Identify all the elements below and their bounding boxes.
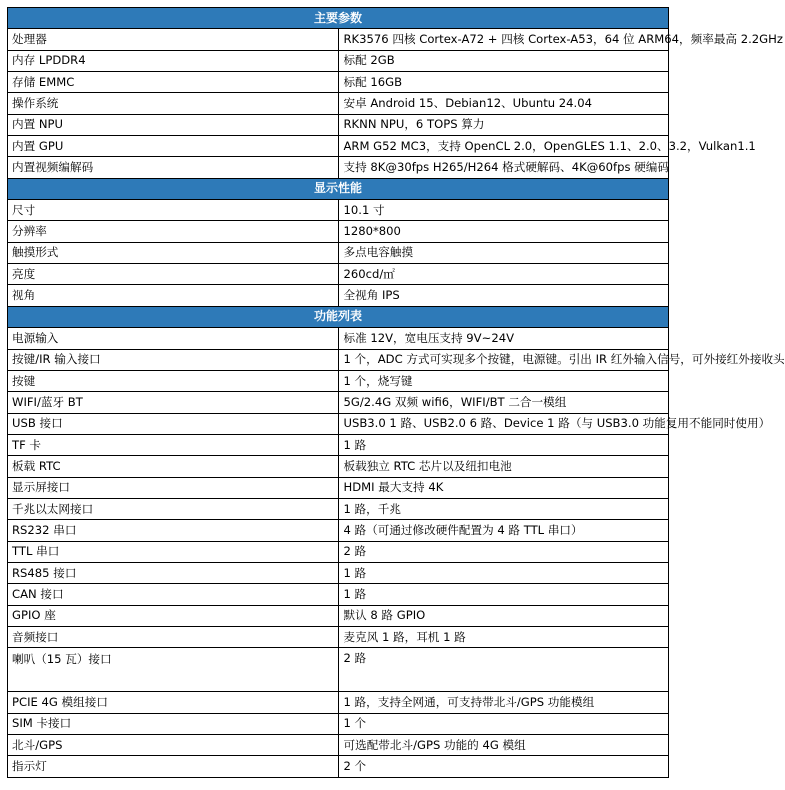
spec-value: 1 路，千兆	[338, 498, 669, 519]
spec-label: 按键	[8, 370, 339, 391]
spec-label: 亮度	[8, 264, 339, 285]
table-row	[8, 584, 669, 605]
spec-value: 支持 8K@30fps H265/H264 格式硬解码、4K@60fps 硬编码	[338, 157, 669, 178]
spec-table-body	[8, 8, 785, 778]
spec-value: 1 个，烧写键	[338, 370, 669, 391]
table-row	[8, 349, 669, 370]
section-title: 主要参数	[8, 8, 669, 29]
section-header	[8, 178, 669, 199]
spec-value: 1 路，支持全网通，可支持带北斗/GPS 功能模组	[338, 692, 669, 713]
table-row	[8, 456, 669, 477]
table-row	[8, 285, 669, 306]
spec-label: 内置 GPU	[8, 136, 339, 157]
section-title: 功能列表	[8, 306, 669, 327]
spec-value: ARM G52 MC3，支持 OpenCL 2.0，OpenGLES 1.1、2.0、3.2，Vulkan1.1	[338, 136, 669, 157]
spec-value: 标配 2GB	[338, 50, 669, 71]
table-row	[8, 541, 669, 562]
spec-label: 视角	[8, 285, 339, 306]
spec-label: 内存 LPDDR4	[8, 50, 339, 71]
table-row	[8, 520, 669, 541]
spec-value: 1 个，ADC 方式可实现多个按键，电源键。引出 IR 红外输入信号，可外接红外接收头	[338, 349, 669, 370]
spec-label: 指示灯	[8, 756, 339, 777]
table-row	[8, 50, 669, 71]
spec-label: 处理器	[8, 29, 339, 50]
table-row	[8, 328, 669, 349]
table-row	[8, 157, 669, 178]
spec-value: RK3576 四核 Cortex-A72 + 四核 Cortex-A53，64 位 ARM64，频率最高 2.2GHz	[338, 29, 669, 50]
table-row	[8, 392, 669, 413]
table-row	[8, 498, 669, 519]
spec-value: 1 路	[338, 434, 669, 455]
table-row	[8, 221, 669, 242]
spec-label: GPIO 座	[8, 605, 339, 626]
spec-value: 麦克风 1 路，耳机 1 路	[338, 626, 669, 647]
table-row	[8, 370, 669, 391]
spec-value: 10.1 寸	[338, 200, 669, 221]
spec-label: SIM 卡接口	[8, 713, 339, 734]
spec-value: 4 路（可通过修改硬件配置为 4 路 TTL 串口）	[338, 520, 669, 541]
table-row	[8, 626, 669, 647]
spec-value: 多点电容触摸	[338, 242, 669, 263]
spec-value: USB3.0 1 路、USB2.0 6 路、Device 1 路（与 USB3.0 功能复用不能同时使用）	[338, 413, 669, 434]
spec-value: 标准 12V，宽电压支持 9V~24V	[338, 328, 669, 349]
spec-label: 电源输入	[8, 328, 339, 349]
table-row	[8, 756, 669, 777]
spec-value: 1 路	[338, 562, 669, 583]
spec-value: 标配 16GB	[338, 72, 669, 93]
table-row	[8, 413, 669, 434]
spec-label: CAN 接口	[8, 584, 339, 605]
spec-label: RS485 接口	[8, 562, 339, 583]
spec-value: 1 个	[338, 713, 669, 734]
spec-label: 按键/IR 输入接口	[8, 349, 339, 370]
spec-label: 操作系统	[8, 93, 339, 114]
table-row	[8, 477, 669, 498]
spec-label: 内置 NPU	[8, 114, 339, 135]
spec-value: RKNN NPU，6 TOPS 算力	[338, 114, 669, 135]
spec-value: 2 路	[338, 541, 669, 562]
section-header	[8, 306, 669, 327]
spec-label: 千兆以太网接口	[8, 498, 339, 519]
spec-value: 2 个	[338, 756, 669, 777]
table-row	[8, 713, 669, 734]
table-row	[8, 242, 669, 263]
spec-value: 安卓 Android 15、Debian12、Ubuntu 24.04	[338, 93, 669, 114]
spec-label: 显示屏接口	[8, 477, 339, 498]
spec-value: 板载独立 RTC 芯片以及纽扣电池	[338, 456, 669, 477]
spec-label: 喇叭（15 瓦）接口	[8, 648, 339, 692]
spec-label: 内置视频编解码	[8, 157, 339, 178]
spec-value: 默认 8 路 GPIO	[338, 605, 669, 626]
spec-value: 1280*800	[338, 221, 669, 242]
spec-label: 板载 RTC	[8, 456, 339, 477]
spec-label: USB 接口	[8, 413, 339, 434]
spec-value: 全视角 IPS	[338, 285, 669, 306]
spec-value: 260cd/㎡	[338, 264, 669, 285]
spec-label: TTL 串口	[8, 541, 339, 562]
table-row	[8, 114, 669, 135]
spec-label: WIFI/蓝牙 BT	[8, 392, 339, 413]
spec-label: PCIE 4G 模组接口	[8, 692, 339, 713]
section-title: 显示性能	[8, 178, 669, 199]
spec-label: RS232 串口	[8, 520, 339, 541]
spec-value: HDMI 最大支持 4K	[338, 477, 669, 498]
table-row	[8, 735, 669, 756]
spec-value: 1 路	[338, 584, 669, 605]
spec-label: 北斗/GPS	[8, 735, 339, 756]
spec-value: 2 路	[338, 648, 669, 692]
table-row	[8, 648, 669, 692]
table-row	[8, 29, 669, 50]
table-row	[8, 692, 669, 713]
table-row	[8, 136, 669, 157]
spec-label: 尺寸	[8, 200, 339, 221]
table-row	[8, 264, 669, 285]
spec-label: TF 卡	[8, 434, 339, 455]
table-row	[8, 562, 669, 583]
section-header	[8, 8, 669, 29]
spec-value: 5G/2.4G 双频 wifi6，WIFI/BT 二合一模组	[338, 392, 669, 413]
table-row	[8, 200, 669, 221]
spec-value: 可选配带北斗/GPS 功能的 4G 模组	[338, 735, 669, 756]
spec-label: 存储 EMMC	[8, 72, 339, 93]
spec-table	[7, 7, 785, 778]
table-row	[8, 93, 669, 114]
table-row	[8, 605, 669, 626]
table-row	[8, 434, 669, 455]
spec-label: 触摸形式	[8, 242, 339, 263]
spec-label: 音频接口	[8, 626, 339, 647]
spec-label: 分辨率	[8, 221, 339, 242]
table-row	[8, 72, 669, 93]
